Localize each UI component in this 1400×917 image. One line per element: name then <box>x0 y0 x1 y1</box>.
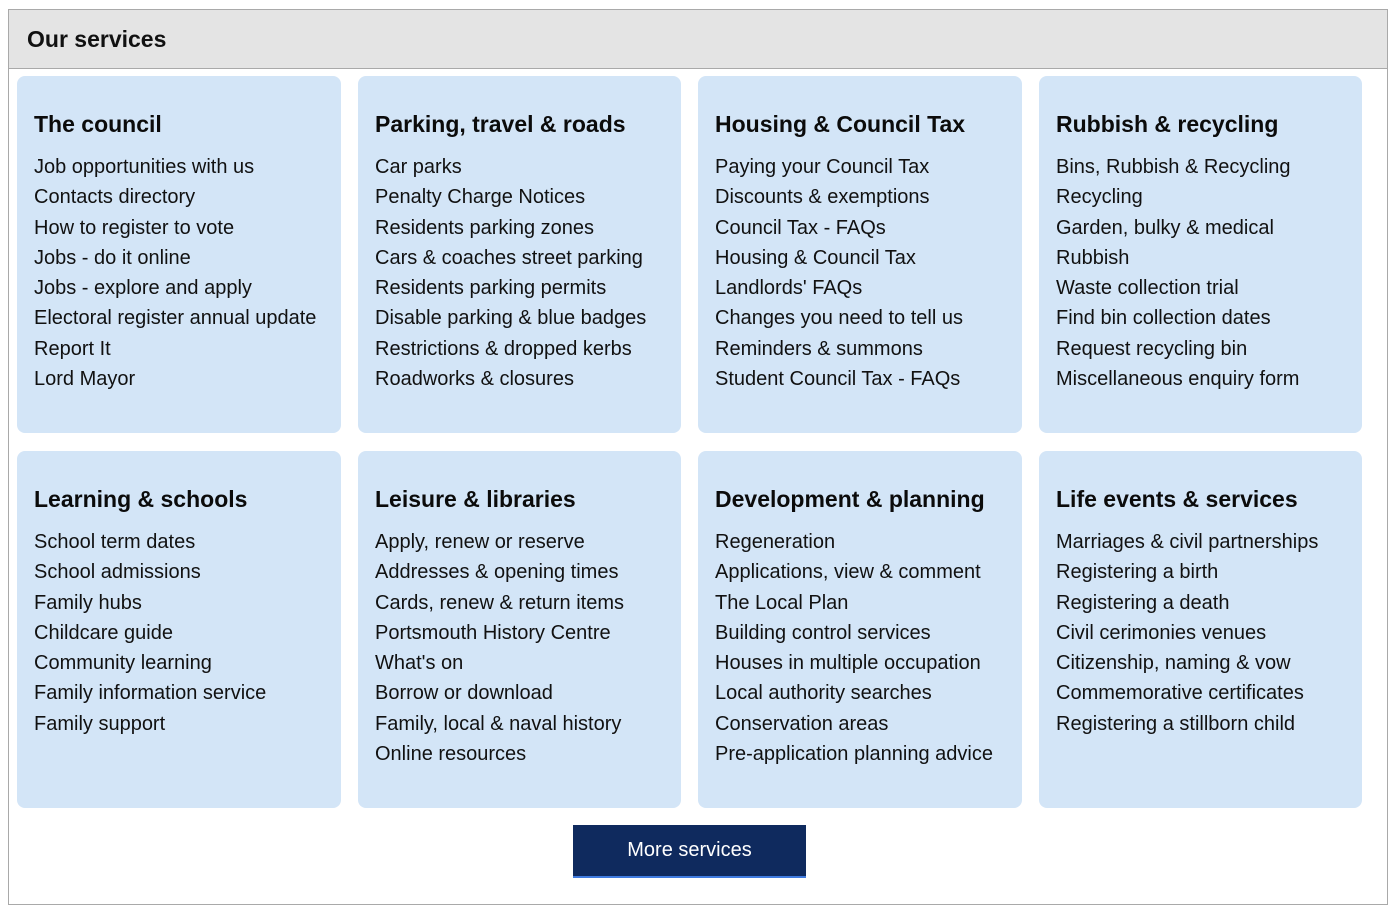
card-title: The council <box>34 111 162 137</box>
service-link[interactable]: Conservation areas <box>715 712 889 735</box>
service-link[interactable]: Disable parking & blue badges <box>375 307 647 330</box>
card-title: Housing & Council Tax <box>715 111 966 137</box>
service-link[interactable]: Report It <box>34 337 111 360</box>
service-link[interactable]: Applications, view & comment <box>715 561 981 584</box>
service-card-rubbish-recycling <box>1039 76 1362 433</box>
service-link[interactable]: Family information service <box>34 682 267 705</box>
service-link[interactable]: Civil cerimonies venues <box>1056 621 1267 644</box>
service-link[interactable]: Housing & Council Tax <box>715 246 916 269</box>
service-link[interactable]: Residents parking zones <box>375 216 595 239</box>
card-link-list <box>1056 152 1345 394</box>
service-link[interactable]: Student Council Tax - FAQs <box>715 368 961 391</box>
service-link[interactable]: Lord Mayor <box>34 368 136 391</box>
service-link[interactable]: Jobs - do it online <box>34 246 191 269</box>
service-link[interactable]: Residents parking permits <box>375 277 607 300</box>
service-link[interactable]: Apply, renew or reserve <box>375 531 585 553</box>
service-card-housing-council-tax <box>698 76 1022 433</box>
service-link[interactable]: Electoral register annual update <box>34 307 317 330</box>
service-link[interactable]: Miscellaneous enquiry form <box>1056 368 1300 391</box>
service-link[interactable]: Cars & coaches street parking <box>375 246 643 269</box>
card-title: Learning & schools <box>34 486 248 512</box>
service-link[interactable]: Local authority searches <box>715 682 932 705</box>
service-link[interactable]: How to register to vote <box>34 216 235 239</box>
card-title: Life events & services <box>1056 486 1298 512</box>
card-title: Development & planning <box>715 486 985 512</box>
card-link-list <box>34 527 324 739</box>
service-link[interactable]: Restrictions & dropped kerbs <box>375 337 632 360</box>
service-link[interactable]: Portsmouth History Centre <box>375 621 611 644</box>
service-link[interactable]: Paying your Council Tax <box>715 156 930 178</box>
service-link[interactable]: Find bin collection dates <box>1056 307 1271 330</box>
service-link[interactable]: Car parks <box>375 156 462 178</box>
service-link[interactable]: Jobs - explore and apply <box>34 277 252 300</box>
service-link[interactable]: Council Tax - FAQs <box>715 216 886 239</box>
service-link[interactable]: Citizenship, naming & vow <box>1056 652 1291 675</box>
service-link[interactable]: Bins, Rubbish & Recycling <box>1056 156 1291 178</box>
service-link[interactable]: Family, local & naval history <box>375 712 622 735</box>
more-services-button[interactable]: More services <box>573 825 806 878</box>
service-link[interactable]: Recycling <box>1056 186 1143 209</box>
service-link[interactable]: Pre-application planning advice <box>715 743 993 766</box>
card-link-list <box>34 152 324 394</box>
service-link[interactable]: Childcare guide <box>34 621 173 644</box>
service-link[interactable]: School term dates <box>34 531 196 553</box>
service-link[interactable]: Reminders & summons <box>715 337 923 360</box>
card-title: Leisure & libraries <box>375 486 576 512</box>
service-card-leisure-libraries <box>358 451 681 808</box>
service-card-life-events-services <box>1039 451 1362 808</box>
services-grid <box>17 76 1362 808</box>
service-link[interactable]: Waste collection trial <box>1056 277 1239 300</box>
service-card-parking-travel-roads <box>358 76 681 433</box>
service-link[interactable]: School admissions <box>34 561 201 584</box>
service-link[interactable]: Discounts & exemptions <box>715 186 930 209</box>
service-card-learning-schools <box>17 451 341 808</box>
service-link[interactable]: Regeneration <box>715 531 836 553</box>
card-link-list <box>1056 527 1345 739</box>
service-link[interactable]: Registering a death <box>1056 591 1230 614</box>
service-link[interactable]: Family support <box>34 712 166 735</box>
service-link[interactable]: Addresses & opening times <box>375 561 619 584</box>
service-link[interactable]: Penalty Charge Notices <box>375 186 586 209</box>
service-link[interactable]: Garden, bulky & medical <box>1056 216 1274 239</box>
service-link[interactable]: Request recycling bin <box>1056 337 1248 360</box>
service-link[interactable]: Community learning <box>34 652 212 675</box>
service-link[interactable]: Registering a stillborn child <box>1056 712 1296 735</box>
service-link[interactable]: Online resources <box>375 743 527 766</box>
service-link[interactable]: Roadworks & closures <box>375 368 574 391</box>
services-header <box>9 10 1387 69</box>
card-link-list <box>715 152 1005 394</box>
service-card-development-planning <box>698 451 1022 808</box>
service-link[interactable]: Commemorative certificates <box>1056 682 1304 705</box>
service-link[interactable]: Cards, renew & return items <box>375 591 624 614</box>
service-link[interactable]: Houses in multiple occupation <box>715 652 981 675</box>
service-link[interactable]: Contacts directory <box>34 186 196 209</box>
service-link[interactable]: Registering a birth <box>1056 561 1219 584</box>
service-link[interactable]: Family hubs <box>34 591 142 614</box>
card-link-list <box>375 527 664 769</box>
service-link[interactable]: What's on <box>375 652 464 675</box>
service-link[interactable]: The Local Plan <box>715 591 849 614</box>
more-services-container <box>573 825 806 878</box>
card-title: Parking, travel & roads <box>375 111 626 137</box>
service-link[interactable]: Job opportunities with us <box>34 156 255 178</box>
service-link[interactable]: Landlords' FAQs <box>715 277 863 300</box>
card-link-list <box>715 527 1005 769</box>
card-link-list <box>375 152 664 394</box>
service-link[interactable]: Building control services <box>715 621 931 644</box>
card-title: Rubbish & recycling <box>1056 111 1279 137</box>
service-link[interactable]: Changes you need to tell us <box>715 307 963 330</box>
service-card-the-council <box>17 76 341 433</box>
service-link[interactable]: Borrow or download <box>375 682 553 705</box>
service-link[interactable]: Rubbish <box>1056 246 1130 269</box>
section-title: Our services <box>27 25 167 52</box>
service-link[interactable]: Marriages & civil partnerships <box>1056 531 1319 553</box>
